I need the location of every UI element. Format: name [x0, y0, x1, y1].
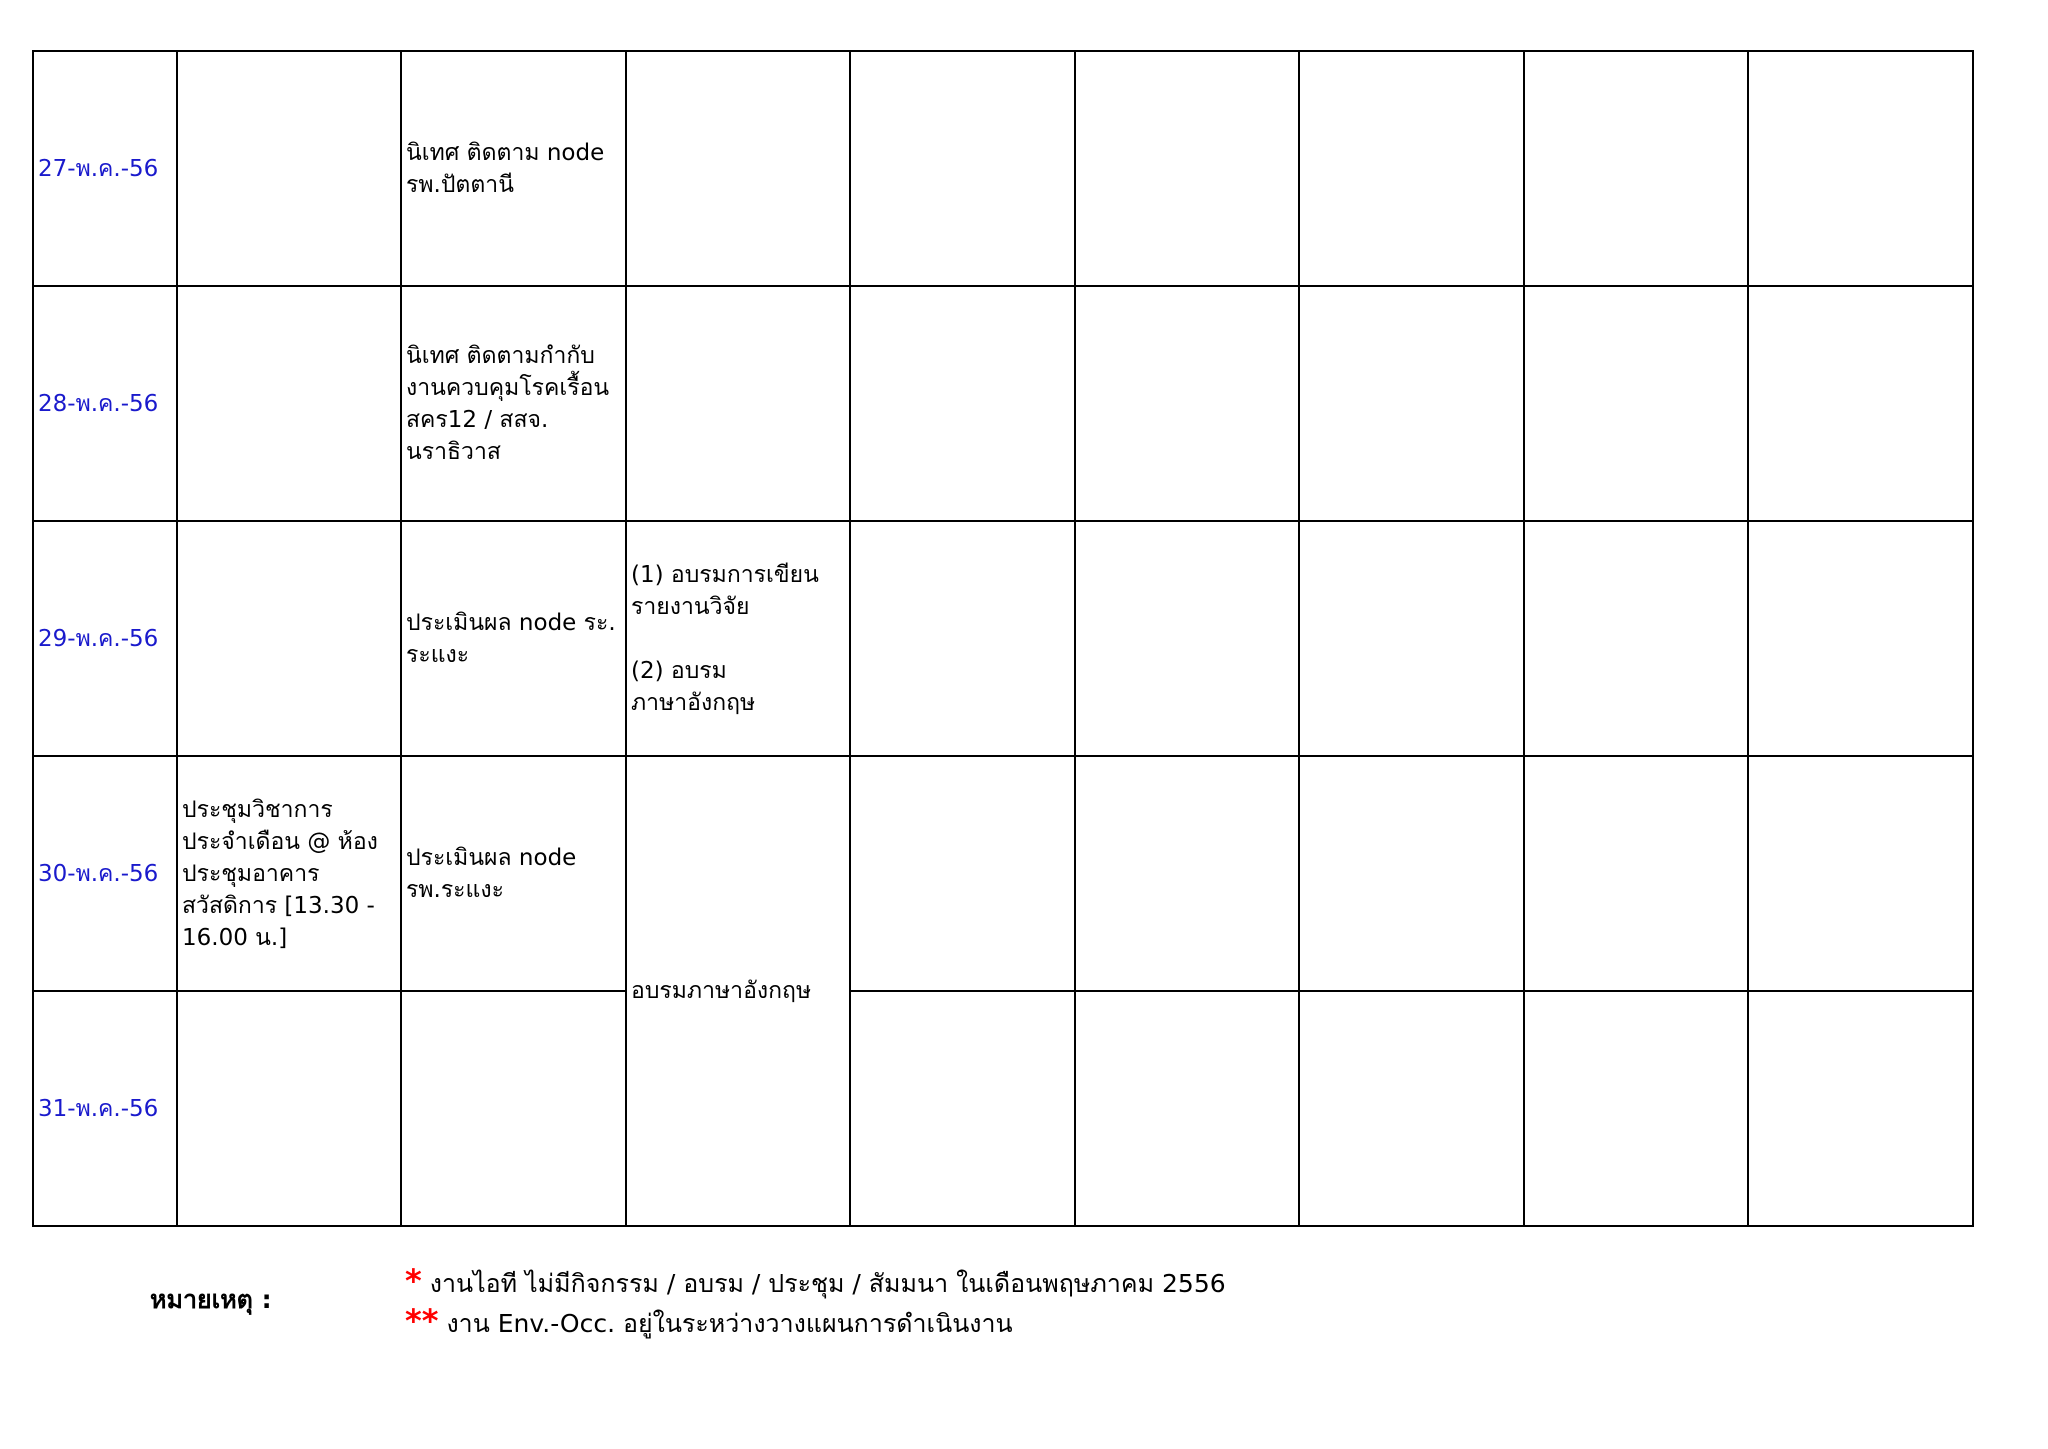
- empty-cell: [1748, 51, 1973, 286]
- empty-cell: [1524, 521, 1748, 756]
- activity-cell: [401, 991, 626, 1226]
- empty-cell: [1524, 991, 1748, 1226]
- activity-cell: ประเมินผล node ระ. ระแงะ: [401, 521, 626, 756]
- notes-section: [150, 1262, 1750, 1352]
- activity-cell: [626, 51, 850, 286]
- table-row: [33, 991, 1973, 1226]
- date-cell: 30-พ.ค.-56: [33, 756, 177, 991]
- empty-cell: [1075, 991, 1299, 1226]
- date-cell: 29-พ.ค.-56: [33, 521, 177, 756]
- empty-cell: [1524, 286, 1748, 521]
- empty-cell: [1524, 51, 1748, 286]
- empty-cell: [1748, 756, 1973, 991]
- empty-cell: [1748, 991, 1973, 1226]
- empty-cell: [1748, 286, 1973, 521]
- table-row: [33, 286, 1973, 521]
- schedule-table: [32, 50, 1974, 1227]
- activity-cell: อบรมภาษาอังกฤษ: [626, 756, 850, 1226]
- empty-cell: [1299, 991, 1524, 1226]
- empty-cell: [1299, 51, 1524, 286]
- date-cell: 28-พ.ค.-56: [33, 286, 177, 521]
- activity-cell: [177, 991, 401, 1226]
- asterisk-icon: *: [405, 1262, 422, 1300]
- empty-cell: [1075, 286, 1299, 521]
- empty-cell: [1075, 51, 1299, 286]
- empty-cell: [1299, 756, 1524, 991]
- activity-cell: (1) อบรมการเขียน รายงานวิจัย (2) อบรม ภาษาอังกฤษ: [626, 521, 850, 756]
- empty-cell: [1075, 521, 1299, 756]
- note-item: [405, 1262, 1226, 1304]
- note-item: [405, 1302, 1013, 1344]
- empty-cell: [850, 991, 1075, 1226]
- activity-cell: [177, 521, 401, 756]
- note-text: งานไอที ไม่มีกิจกรรม / อบรม / ประชุม / สัมมนา ในเดือนพฤษภาคม 2556: [429, 1269, 1226, 1298]
- date-cell: 31-พ.ค.-56: [33, 991, 177, 1226]
- empty-cell: [850, 756, 1075, 991]
- activity-cell: ประชุมวิชาการ ประจำเดือน @ ห้อง ประชุมอาคาร สวัสดิการ [13.30 - 16.00 น.]: [177, 756, 401, 991]
- table-row: [33, 521, 1973, 756]
- empty-cell: [850, 51, 1075, 286]
- activity-cell: [626, 286, 850, 521]
- empty-cell: [1075, 756, 1299, 991]
- notes-label: หมายเหตุ :: [150, 1285, 272, 1314]
- empty-cell: [1299, 286, 1524, 521]
- note-text: งาน Env.-Occ. อยู่ในระหว่างวางแผนการดำเนินงาน: [446, 1309, 1013, 1338]
- table-row: [33, 756, 1973, 991]
- activity-cell: [177, 286, 401, 521]
- empty-cell: [850, 286, 1075, 521]
- empty-cell: [1524, 756, 1748, 991]
- activity-cell: ประเมินผล node รพ.ระแงะ: [401, 756, 626, 991]
- empty-cell: [850, 521, 1075, 756]
- empty-cell: [1748, 521, 1973, 756]
- date-cell: 27-พ.ค.-56: [33, 51, 177, 286]
- activity-cell: นิเทศ ติดตามกำกับ งานควบคุมโรคเรื้อน สคร12 / สสจ. นราธิวาส: [401, 286, 626, 521]
- asterisk-icon: **: [405, 1302, 439, 1340]
- activity-cell: นิเทศ ติดตาม node รพ.ปัตตานี: [401, 51, 626, 286]
- activity-cell: [177, 51, 401, 286]
- table-row: [33, 51, 1973, 286]
- empty-cell: [1299, 521, 1524, 756]
